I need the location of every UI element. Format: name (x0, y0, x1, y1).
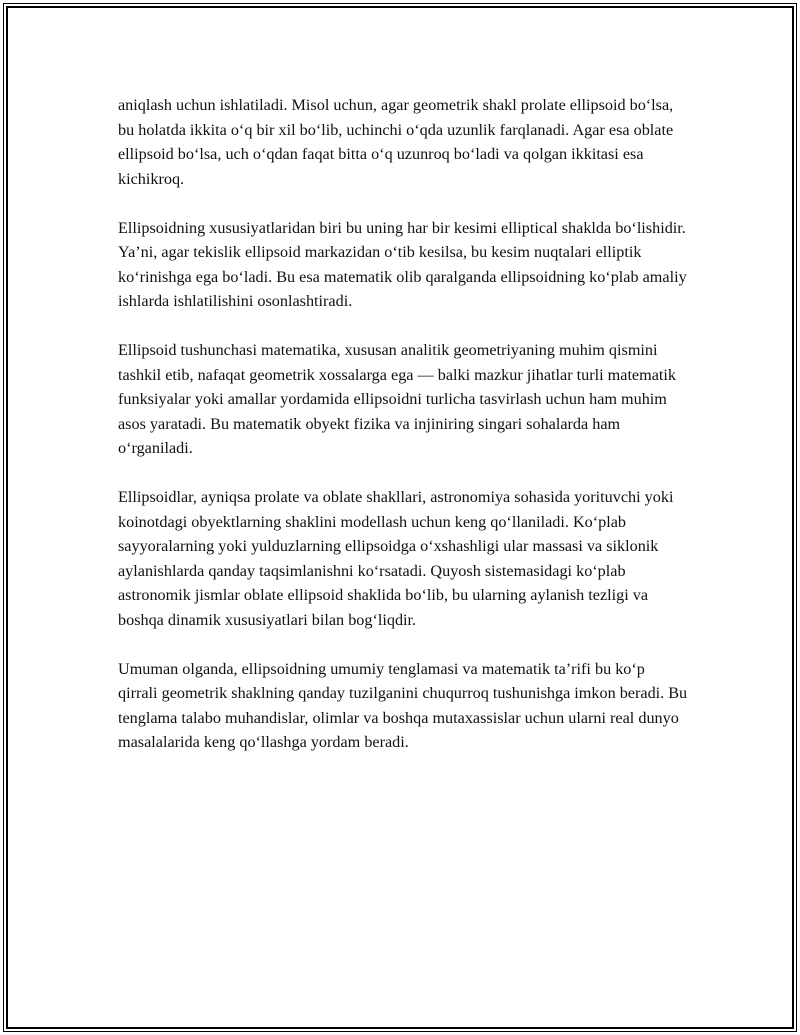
paragraph-1: aniqlash uchun ishlatiladi. Misol uchun, agar geometrik shakl prolate ellipsoid bo‘lsa, bu holatda ikkita o‘q bir xil bo‘lib, uchinchi o‘qda uzunlik farqlanadi. Agar esa oblate ellipsoid bo‘lsa, uch o‘qdan faqat bitta o‘q uzunroq bo‘ladi va qolgan ikkitasi esa kichikroq. (118, 96, 674, 188)
paragraph-5: Umuman olganda, ellipsoidning umumiy tenglamasi va matematik ta’rifi bu ko‘p qirrali geometrik shaklning qanday tuzilganini chuqurroq tushunishga imkon beradi. Bu tenglama talabo muhandislar, olimlar va boshqa mutaxassislar uchun ularni real dunyo masalalarida keng qo‘llashga yordam beradi. (118, 659, 688, 751)
document-body (118, 93, 688, 779)
paragraph-4: Ellipsoidlar, ayniqsa prolate va oblate shakllari, astronomiya sohasida yorituvchi yoki koinotdagi obyektlarning shaklini modellash uchun keng qo‘llaniladi. Ko‘plab sayyoralarning yoki yulduzlarning ellipsoidga o‘xshashligi ular massasi va siklonik aylanishlarda qanday taqsimlanishni ko‘rsatadi. Quyosh sistemasidagi ko‘plab astronomik jismlar oblate ellipsoid shaklida bo‘lib, bu ularning aylanish tezligi va boshqa dinamik xususiyatlari bilan bog‘liqdir. (118, 488, 674, 629)
paragraph-3: Ellipsoid tushunchasi matematika, xususan analitik geometriyaning muhim qismini tashkil etib, nafaqat geometrik xossalarga ega — balki mazkur jihatlar turli matematik funksiyalar yoki amallar yordamida ellipsoidni turlicha tasvirlash uchun ham muhim asos yaratadi. Bu matematik obyekt fizika va injiniring singari sohalarda ham o‘rganiladi. (118, 341, 676, 457)
paragraph-2: Ellipsoidning xususiyatlaridan biri bu uning har bir kesimi elliptical shaklda bo‘lishidir. Ya’ni, agar tekislik ellipsoid markazidan o‘tib kesilsa, bu kesim nuqtalari elliptik ko‘rinishga ega bo‘ladi. Bu esa matematik olib qaralganda ellipsoidning ko‘plab amaliy ishlarda ishlatilishini osonlashtiradi. (118, 218, 687, 310)
